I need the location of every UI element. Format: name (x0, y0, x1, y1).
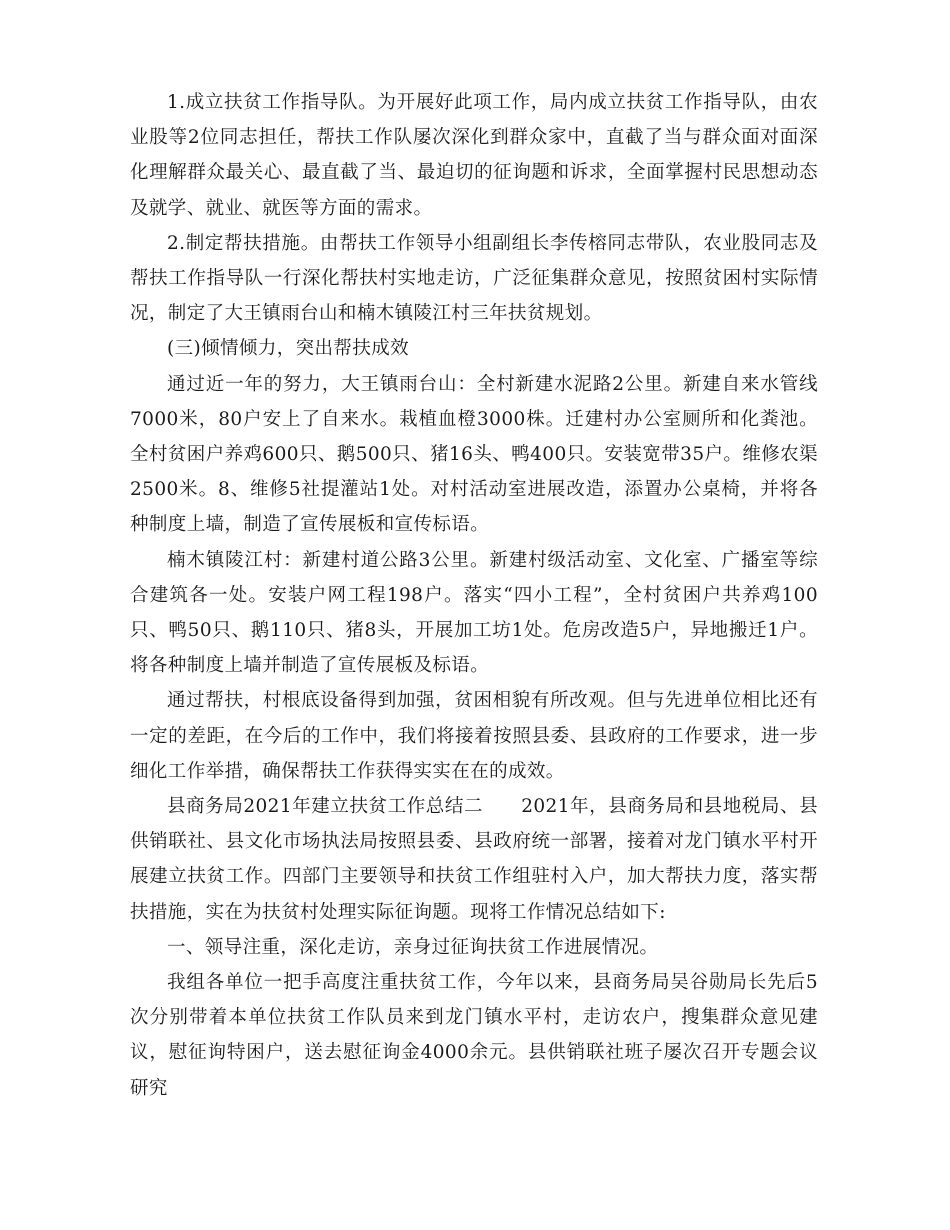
paragraph-3: 通过近一年的努力，大王镇雨台山：全村新建水泥路2公里。新建自来水管线7000米，80户安上了自来水。栽植血橙3000株。迁建村办公室厕所和化粪池。全村贫困户养鸡600只、鹅500只、猪16头、鸭400只。安装宽带35户。维修农渠2500米。8、维修5社提灌站1处。对村活动室进展改造，添置办公桌椅，并将各种制度上墙，制造了宣传展板和宣传标语。 (130, 373, 818, 536)
paragraph-1: 1.成立扶贫工作指导队。为开展好此项工作，局内成立扶贫工作指导队，由农业股等2位同志担任，帮扶工作队屡次深化到群众家中，直截了当与群众面对面深化理解群众最关心、最直截了当、最迫切的征询题和诉求，全面掌握村民思想动态及就学、就业、就医等方面的需求。 (130, 92, 818, 219)
subsection-heading: 一、领导注重，深化走访，亲身过征询扶贫工作进展情况。 (167, 936, 659, 958)
paragraph-7: 我组各单位一把手高度注重扶贫工作，今年以来，县商务局吴谷勋局长先后5次分别带着本单位扶贫工作队员来到龙门镇水平村，走访农户，搜集群众意见建议，慰征询特困户，送去慰征询金4000余元。县供销联社班子屡次召开专题会议研究 (130, 972, 818, 1099)
paragraph-4: 楠木镇陵江村：新建村道公路3公里。新建村级活动室、文化室、广播室等综合建筑各一处。安装户网工程198户。落实“四小工程”，全村贫困户共养鸡100只、鸭50只、鹅110只、猪8头，开展加工坊1处。危房改造5户，异地搬迁1户。将各种制度上墙并制造了宣传展板及标语。 (130, 549, 818, 677)
paragraph-2: 2.制定帮扶措施。由帮扶工作领导小组副组长李传榕同志带队，农业股同志及帮扶工作指导队一行深化帮扶村实地走访，广泛征集群众意见，按照贫困村实际情况，制定了大王镇雨台山和楠木镇陵江村三年扶贫规划。 (130, 232, 818, 325)
paragraph-5: 通过帮扶，村根底设备得到加强，贫困相貌有所改观。但与先进单位相比还有一定的差距，在今后的工作中，我们将接着按照县委、县政府的工作要求，进一步细化工作举措，确保帮扶工作获得实实在在的成效。 (130, 690, 818, 782)
document-body (130, 85, 818, 1106)
section-heading: (三)倾情倾力，突出帮扶成效 (167, 338, 410, 360)
paragraph-6: 县商务局2021年建立扶贫工作总结二 2021年，县商务局和县地税局、县供销联社、县文化市场执法局按照县委、县政府统一部署，接着对龙门镇水平村开展建立扶贫工作。四部门主要领导和扶贫工作组驻村入户，加大帮扶力度，落实帮扶措施，实在为扶贫村处理实际征询题。现将工作情况总结如下: (130, 796, 818, 923)
